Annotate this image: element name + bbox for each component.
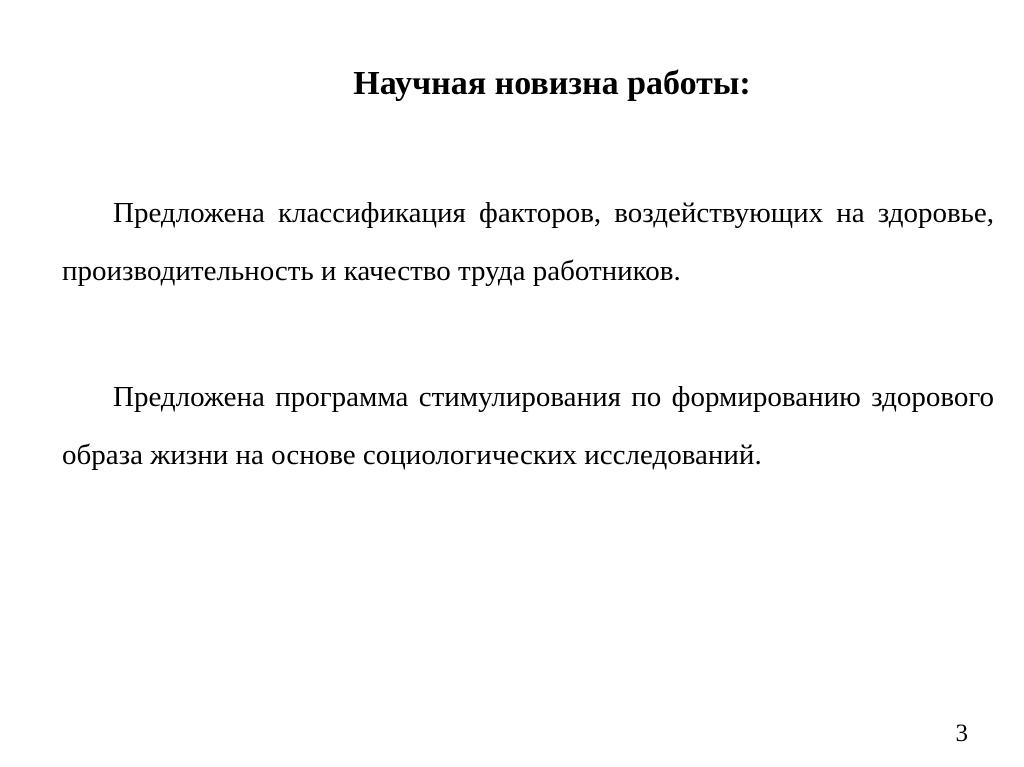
novelty-paragraph-program: Предложена программа стимулирования по формированию здорового образа жизни на основе социологических исследований.	[62, 381, 994, 471]
slide-title: Научная новизна работы:	[353, 65, 751, 102]
novelty-paragraph-classification: Предложена классификация факторов, воздействующих на здоровье, производительность и качество труда работников.	[62, 197, 994, 287]
page-number: 3	[955, 720, 968, 747]
